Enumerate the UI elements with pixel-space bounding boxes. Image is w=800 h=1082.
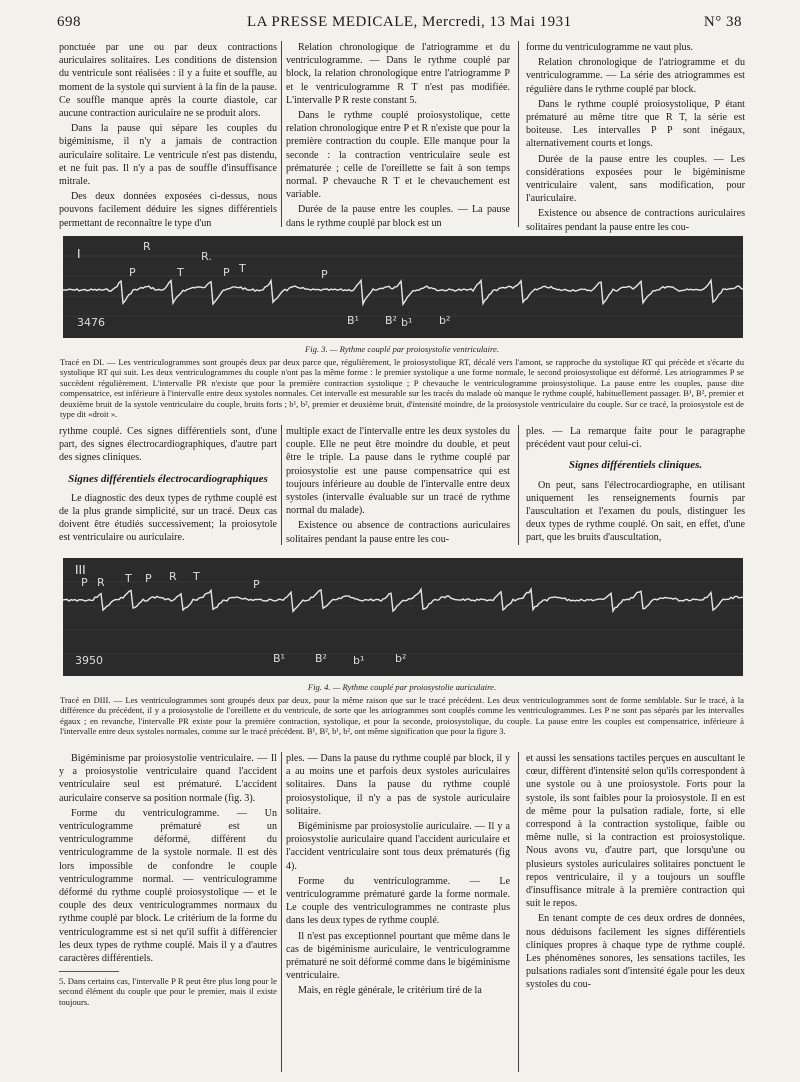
middle-column-3 xyxy=(526,425,745,547)
paragraph: Relation chronologique de l'atriogramme et du ventriculogramme. — Dans le rythme couplé par block, la relation chronologique entre l'atriogramme P et le ventriculogramme R T n'est pas modifiée. L'intervalle P R reste constant 5. xyxy=(286,42,510,106)
top-column-3 xyxy=(526,41,745,236)
paragraph: ples. — La remarque faite pour le paragraphe précédent vaut pour celui-ci. xyxy=(526,426,745,451)
paragraph: Forme du ventriculogramme. — Le ventriculogramme prématuré garde la forme normale. Le couple des ventriculogrammes ne contraste plus dans les deux types de rythme couplé. xyxy=(286,875,510,927)
caption-text: Tracé en DIII. — Les ventriculogrammes sont groupés deux par deux, pour la même raison que sur le tracé précédent. Les deux ventriculogrammes sont de forme semblable. Sur le tracé, à la différence du précédent, il y a proiosystolie de l'oreillette et du ventricule, de sorte que les atriogrammes sont couplés comme les ventriculogrammes. Les P ne sont pas séparés par les intervalles égaux ; en revanche, l'intervalle PR existe pour la première contraction, systolique, et pour la seconde, proiosystolique, du couple. La pause entre les couples est compensatrice, inférieure à l'intervalle entre deux systoles normales, comme sur le tracé précédent. B¹, B², b¹, b², ont même signification que pour la figure 3. xyxy=(60,694,744,736)
figure-number: 3950 xyxy=(75,654,103,667)
paragraph: et aussi les sensations tactiles perçues en auscultant le cœur, diffèrent d'intensité selon qu'ils correspondent à une systole ou à une proiosystole. Forts pour la systole, ils sont faibles pour la proiosystole. Il en est de même pour la pulsation radiale, forte, si elle correspond à la contraction systolique, faible ou même nulle, si la contraction est proiosystolique. Nous avons vu, d'autre part, que lorsqu'une ou plusieurs systoles auriculaires solitaires ponctuent le repos ventriculaire, il y a toujours un souffle d'insuffisance mitrale à la première contraction qui suit le repos. xyxy=(526,753,745,910)
paragraph: Forme du ventriculogramme. — Un ventriculogramme prématuré est un ventriculogramme déformé, différent du ventriculogramme de la systole normale. Il est dès lors impossible de confondre le couple ventriculogramme normal. — ventriculogramme déformé du rythme couplé proiosystolique — et le couple des deux ventriculogrammes normaux du rythme couplé par block. Le critérium de la forme du ventriculogramme est si net qu'il suffit à différencier les deux types de rythme couplé. Mais il y a d'autres caractères différentiels. xyxy=(59,807,277,965)
wave-label: P xyxy=(253,578,260,591)
ecg-trace-3-svg xyxy=(63,236,743,338)
wave-label: P xyxy=(129,266,136,279)
paragraph: Dans le rythme couplé proiosystolique, cette relation chronologique entre P et R n'existe que pour la première contraction du couple. Elle manque pour la seconde : la contraction ventriculaire seule est prématurée ; celle de l'oreillette se fait à son temps normal. P chevauche R T et le chevauchement est variable. xyxy=(286,110,510,201)
paragraph: Dans le rythme couplé proiosystolique, P étant prématuré au même titre que R T, la série est boiteuse. Les intervalles P P sont inégaux, alternativement courts et longs. xyxy=(526,98,745,150)
wave-label: T xyxy=(239,262,246,275)
lead-label: III xyxy=(75,563,86,577)
ecg-tracing-figure-3 xyxy=(63,236,743,338)
lead-label: I xyxy=(77,247,81,261)
wave-label: P xyxy=(81,576,88,589)
paragraph: En tenant compte de ces deux ordres de données, nous déduisons facilement les signes différentiels cliniques propres à chaque type de rythme couplé. Les phénomènes sonores, les sensations tactiles, les pulsations radiales sont d'intensité égale pour les deux systoles du cou- xyxy=(526,913,745,991)
heart-sound-label: B² xyxy=(385,314,397,327)
ecg-trace-line xyxy=(63,280,743,304)
wave-label: R. xyxy=(201,250,212,263)
heart-sound-label: b² xyxy=(439,314,451,327)
heart-sound-label: B² xyxy=(315,652,327,665)
heart-sound-label: b¹ xyxy=(353,654,365,667)
ecg-trace-4-svg xyxy=(63,558,743,676)
figure-number: 3476 xyxy=(77,316,105,329)
paragraph: multiple exact de l'intervalle entre les deux systoles du couple. Elle ne peut être moindre du double, et peut être le triple. La pause dans le rythme couplé par proiosystolie est une pause compensatrice qui est toujours inférieure au double de l'intervalle entre deux systoles (intervalle évaluable sur un tracé de rythme normal du malade). xyxy=(286,426,510,517)
wave-label: P xyxy=(145,572,152,585)
footnote: 5. Dans certains cas, l'intervalle P R peut être plus long pour le second élément du couple que pour le premier, mais il existe toujours. xyxy=(59,976,277,1007)
column-divider xyxy=(518,425,519,545)
ecg-tracing-figure-4 xyxy=(63,558,743,676)
heart-sound-label: b¹ xyxy=(401,316,413,329)
paragraph: Existence ou absence de contractions auriculaires solitaires pendant la pause entre les cou- xyxy=(526,208,745,233)
middle-column-1 xyxy=(59,425,277,547)
paragraph: Mais, en règle générale, le critérium tiré de la xyxy=(298,985,482,997)
wave-label: R xyxy=(143,240,151,253)
paragraph: Durée de la pause entre les couples. — La pause dans le rythme couplé par block est un xyxy=(286,204,510,229)
figure-title: Fig. 3. — Rythme couplé par proiosystolie ventriculaire. xyxy=(305,344,499,354)
heart-sound-label: B¹ xyxy=(273,652,285,665)
column-divider xyxy=(281,425,282,545)
paragraph: Dans la pause qui sépare les couples du bigéminisme, il n'y a jamais de contraction auriculaire solitaire. Le ventricule n'est pas distendu, et ne fuit pas. Il n'y a pas de souffle d'insuffisance mitrale. xyxy=(59,123,277,188)
page-header xyxy=(57,14,742,36)
column-divider xyxy=(281,41,282,227)
ecg-trace-line xyxy=(63,589,743,611)
wave-label: R xyxy=(97,576,105,589)
top-column-2 xyxy=(286,41,510,232)
paragraph: Bigéminisme par proiosystolie auriculaire. — Il y a proiosystolie auriculaire quand l'accident auriculaire et l'accident ventriculaire sont tous deux prématurés (fig 4). xyxy=(286,821,510,872)
journal-title: LA PRESSE MEDICALE, Mercredi, 13 Mai 1931 xyxy=(247,14,572,30)
wave-label: T xyxy=(177,266,184,279)
bottom-column-3 xyxy=(526,752,745,994)
middle-column-2 xyxy=(286,425,510,548)
wave-label: R xyxy=(169,570,177,583)
wave-label: P xyxy=(321,268,328,281)
bottom-column-1 xyxy=(59,752,277,1009)
wave-label: T xyxy=(125,572,132,585)
paragraph: forme du ventriculogramme ne vaut plus. xyxy=(526,42,694,53)
section-heading: Signes différentiels électrocardiographiques xyxy=(68,472,268,485)
column-divider xyxy=(518,752,519,1072)
figure-3-caption xyxy=(60,344,744,420)
caption-text: Tracé en DI. — Les ventriculogrammes sont groupés deux par deux parce que, régulièrement, le proiosystolique RT, décalé vers l'amont, se rapproche du systolique RT qui précède et s'écarte du systolique RT qui suit. Les deux ventriculogrammes du couple n'ont pas la même forme : le premier systolique a une forme normale, le second proiosystolique est déformé. Les atriogrammes P se succèdent régulièrement. L'intervalle PR n'existe que pour la première contraction systolique ; P chevauche le ventriculogramme proiosystolique. La pause entre les couples, pause dite compensatrice, est inférieure à l'intervalle entre deux systoles normales. Cet intervalle est mesurable sur les tracés du malade où manque le rythme couplé, habituellement passager. B¹, B², premier et deuxième bruit de la systole ventriculaire du couple, bruits forts ; b¹, b², premier et deuxième bruit, d'intensité moindre, de la proiosystole ventriculaire du couple. Sur ce tracé, la proiosystole est de type dit «droit ». xyxy=(60,356,744,419)
heart-sound-label: b² xyxy=(395,652,407,665)
wave-label: T xyxy=(193,570,200,583)
paragraph: Existence ou absence de contractions auriculaires solitaires pendant la pause entre les cou- xyxy=(286,520,510,545)
paragraph: ponctuée par une ou par deux contractions auriculaires solitaires. Les conditions de distension du ventricule sont réalisées : il y a fuite et souffle, au moment de la systole qui survient à la fin de la pause. Ce souffle manque après la courte diastole, car aucune contraction auriculaire ne se produit alors. xyxy=(59,42,277,120)
paragraph: rythme couplé. Ces signes différentiels sont, d'une part, des signes électrocardiographiques, d'autre part des signes cliniques. xyxy=(59,426,277,464)
footnote-rule xyxy=(59,971,119,972)
paragraph: Bigéminisme par proiosystolie ventriculaire. — Il y a proiosystolie ventriculaire quand l'accident ventriculaire seul est prématuré. L'accident auriculaire conserve sa position normale (fig. 3). xyxy=(59,753,277,804)
section-heading: Signes différentiels cliniques. xyxy=(568,459,703,472)
heart-sound-label: B¹ xyxy=(347,314,359,327)
paragraph: Le diagnostic des deux types de rythme couplé est de la plus grande simplicité, sur un tracé. Deux cas doivent être étudiés successivement; la proiosytole est ventriculaire ou auriculaire. xyxy=(59,492,277,544)
column-divider xyxy=(518,41,519,227)
paragraph: ples. — Dans la pause du rythme couplé par block, il y a au moins une et parfois deux systoles auriculaires solitaires. Dans la pause du rythme couplé proiosystolique, il n'y a pas de systole auriculaire solitaire. xyxy=(286,753,510,817)
top-column-1 xyxy=(59,41,277,232)
paragraph: Relation chronologique de l'atriogramme et du ventriculogramme. — La série des atriogrammes est régulière dans le rythme couplé par block. xyxy=(526,57,745,95)
bottom-column-2 xyxy=(286,752,510,1000)
issue-number: N° 38 xyxy=(703,14,742,30)
column-divider xyxy=(281,752,282,1072)
paragraph: Des deux données exposées ci-dessus, nous pouvons facilement déduire les signes différentiels permettant de reconnaître le type d'un xyxy=(59,191,277,229)
paragraph: Durée de la pause entre les couples. — Les considérations exposées pour le bigéminisme ventriculaire valent, sans modification, pour l'auriculaire. xyxy=(526,153,745,205)
paragraph: Il n'est pas exceptionnel pourtant que même dans le cas de bigéminisme auriculaire, le ventriculogramme prématuré ne soit déformé comme dans le bigéminisme ventriculaire. xyxy=(286,930,510,982)
figure-4-caption xyxy=(60,682,744,737)
wave-label: P xyxy=(223,266,230,279)
figure-title: Fig. 4. — Rythme couplé par proiosystolie auriculaire. xyxy=(307,682,497,692)
page-number: 698 xyxy=(57,14,81,30)
paragraph: On peut, sans l'électrocardiographe, en utilisant uniquement les renseignements fournis par l'auscultation et l'examen du pouls, distinguer les deux types de rythme couplé. On sait, en effet, d'une part, que les bruits d'auscultation, xyxy=(526,479,745,544)
